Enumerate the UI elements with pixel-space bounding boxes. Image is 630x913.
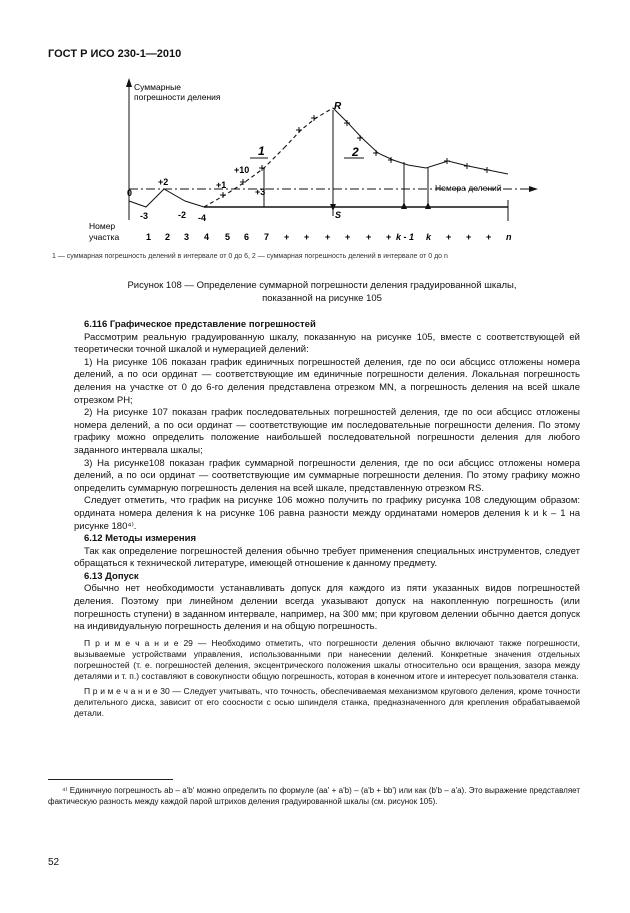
tick-plus-2: + <box>304 232 310 242</box>
label-S: S <box>335 210 342 220</box>
tick-plus-6: + <box>386 232 392 242</box>
tick-plus-9: + <box>486 232 492 242</box>
tick-plus-1: + <box>284 232 290 242</box>
tick-4: 4 <box>204 232 210 242</box>
footnote: ⁴⁾ Единичную погрешность ab – a'b' можно определить по формуле (aa' + a'b) – (a'b + bb') или как (b'b – a'a). Это выражение представляет фактическую разность между каждой парой штрихов деления градуированной шкалы (см. рисунок 105). <box>48 786 580 806</box>
heading-612: 6.12 Методы измерения <box>84 533 197 545</box>
cumulative-error-figure <box>48 78 588 248</box>
footnote-rule <box>48 779 173 780</box>
paragraph-item-1: 1) На рисунке 106 показан график единичных погрешностей деления, где по оси абсцисс отложены номера делений, а по оси ординат — соответствующие им единичные погрешности деления. Локальная погрешность деления на участке от 0 до 6-го деления представлена отрезком MN, а погрешность деления на всей шкале отрезком PH; <box>74 356 580 406</box>
tick-n: n <box>506 232 512 242</box>
tick-2: 2 <box>165 232 171 242</box>
tick-3: 3 <box>184 232 190 242</box>
page-header: ГОСТ Р ИСО 230-1—2010 <box>48 48 182 60</box>
paragraph-remark: Следует отметить, что график на рисунке 106 можно получить по графику рисунка 108 следующим образом: ордината номера деления k на рисунке 106 равна разности между ординатами номеров деления k и k – 1 на рисунке 180⁴⁾. <box>74 495 580 532</box>
tick-plus-8: + <box>466 232 472 242</box>
page-number: 52 <box>48 857 60 868</box>
paragraph-item-2: 2) На рисунке 107 показан график последовательных погрешностей деления, где по оси абсцисс отложены номера делений, а по оси ординат — соответствующие им последовательные погрешности деления. По этому графику можно определить положение наибольшей последовательной погрешности деления для любого заданного интервала шкалы; <box>74 407 580 456</box>
x-axis-arrow <box>529 186 538 192</box>
tick-plus-5: + <box>366 232 372 242</box>
label-m4: -4 <box>198 213 207 223</box>
tick-plus-7: + <box>446 232 452 242</box>
label-p2: +2 <box>158 177 169 187</box>
figure-caption <box>52 279 592 305</box>
label-m2: -2 <box>178 210 187 220</box>
label-curve-1: 1 <box>258 144 265 158</box>
caption-line-1: Рисунок 108 — Определение суммарной погрешности деления градуированной шкалы, <box>127 280 517 291</box>
y-axis-label-2: погрешности деления <box>134 92 221 102</box>
tick-plus-4: + <box>345 232 351 242</box>
tick-k: k <box>426 232 432 242</box>
note-29: П р и м е ч а н и е 29 — Необходимо отметить, что погрешности деления обычно включают также погрешности, вызываемые устройствами управления, использованными при нанесении делений. Конкретные значения отдельных погрешностей (т. е. погрешностей деления, эксцентрического положения шкалы относительно оси вращения, зазора между деталями и т. п.) составляют в совокупности общую погрешность, которая в конечном итоге и интересует пользователя станка. <box>74 637 580 681</box>
note-30: П р и м е ч а н и е 30 — Следует учитывать, что точность, обеспечиваемая механизмом кругового деления, кроме точности делительного диска, зависит от его соосности с осью шпинделя станка, предназначенного для крепления обрабатываемой детали. <box>74 685 580 718</box>
x-tick-labels <box>146 232 512 242</box>
row-label-1: Номер <box>89 221 116 231</box>
heading-6116: 6.116 Графическое представление погрешностей <box>84 319 316 330</box>
y-axis-label-1: Суммарные <box>134 82 181 92</box>
caption-line-2: показанной на рисунке 105 <box>262 293 382 304</box>
label-R: R <box>334 101 342 112</box>
y-axis-arrow <box>126 78 132 87</box>
curve-2-dashed <box>284 108 333 148</box>
tick-7: 7 <box>264 232 270 242</box>
curve-2-solid <box>333 108 508 174</box>
curve-1-dashed <box>204 148 284 207</box>
paragraph-612: Так как определение погрешностей деления обычно требует применения специальных инструментов, следует обращаться к технической литературе, имеющей отношение к данному предмету. <box>74 545 580 570</box>
label-m3: -3 <box>140 211 149 221</box>
tick-1: 1 <box>146 232 152 242</box>
curve-segment-0-4 <box>129 189 204 207</box>
paragraph-613: Обычно нет необходимости устанавливать допуск для каждого из пяти указанных видов погрешностей деления. Поэтому при линейном делении всегда указывают допуск на накопленную погрешность (или погрешность ступени) в заданном интервале, например, на 300 мм; при круговом делении обычно дается допуск на индивидуальную погрешность деления и на общую погрешность. <box>74 583 580 633</box>
heading-613: 6.13 Допуск <box>84 570 139 582</box>
tick-6: 6 <box>244 232 250 242</box>
label-p10: +10 <box>234 165 250 175</box>
label-p3: +3 <box>255 187 266 197</box>
tick-plus-3: + <box>325 232 331 242</box>
label-curve-2: 2 <box>352 145 359 159</box>
label-zero: 0 <box>127 188 133 198</box>
x-axis-label: Номера делений <box>435 183 502 193</box>
figure-legend: 1 — суммарная погрешность делений в интервале от 0 до 6, 2 — суммарная погрешность делений в интервале от 0 до n <box>52 253 448 260</box>
tick-5: 5 <box>225 232 231 242</box>
label-p1: +1 <box>216 180 227 190</box>
tick-k-1: k - 1 <box>396 232 415 242</box>
body-text <box>74 319 580 719</box>
paragraph-item-3: 3) На рисунке108 показан график суммарной погрешности деления, где по оси абсцисс отложены номера делений, а по оси ординат — соответствующие им суммарные погрешности деления. По этому графику можно определить суммарную погрешность деления на всей шкале, представленную отрезком RS. <box>74 457 580 494</box>
row-label-2: участка <box>89 232 120 242</box>
paragraph-intro: Рассмотрим реальную градуированную шкалу, показанную на рисунке 105, вместе с соответствующей ей теоретически точной шкалой и нумерацией делений: <box>74 331 580 356</box>
